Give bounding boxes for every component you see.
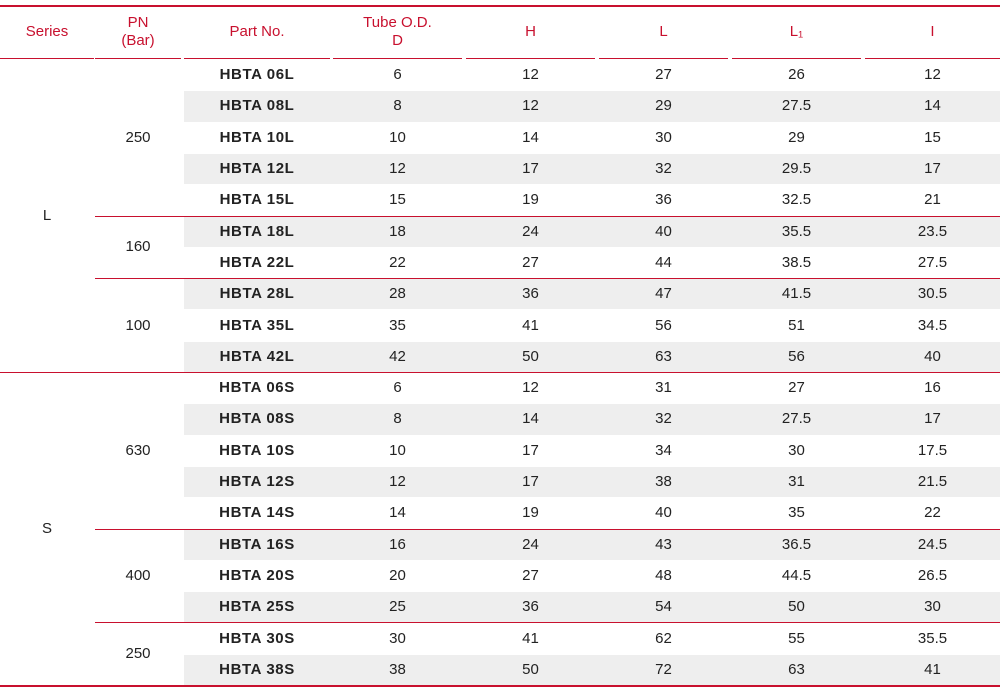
part-number-cell: HBTA 10S [219, 441, 295, 459]
pn-group-divider [95, 278, 1000, 279]
value-cell-h: 14 [522, 128, 539, 146]
value-cell-l: 29 [655, 97, 672, 115]
value-cell-l: 30 [655, 128, 672, 146]
value-cell-i: 23.5 [917, 222, 948, 240]
part-number-cell: HBTA 18L [219, 222, 295, 240]
header-h: H [525, 23, 536, 40]
part-number-cell: HBTA 12L [219, 160, 295, 178]
header-series: Series [25, 23, 69, 40]
value-cell-l: 40 [655, 222, 672, 240]
header-pn: PN (Bar) [121, 14, 155, 49]
value-cell-i: 17 [924, 410, 941, 428]
value-cell-h: 17 [522, 441, 539, 459]
value-cell-l: 47 [655, 285, 672, 303]
value-cell-l1: 27.5 [781, 410, 812, 428]
part-number-cell: HBTA 06L [219, 66, 295, 84]
value-cell-d: 30 [389, 629, 406, 647]
value-cell-d: 14 [389, 504, 406, 522]
header-l1: L₁ [789, 23, 804, 40]
value-cell-l1: 50 [788, 598, 805, 616]
part-number-cell: HBTA 42L [219, 347, 295, 365]
part-number-cell: HBTA 15L [219, 191, 295, 209]
pn-group-label: 250 [125, 645, 151, 663]
pn-group-divider [95, 529, 1000, 530]
value-cell-l: 54 [655, 598, 672, 616]
part-number-cell: HBTA 30S [219, 629, 295, 647]
part-number-cell: HBTA 08L [219, 97, 295, 115]
value-cell-l: 40 [655, 504, 672, 522]
value-cell-i: 40 [924, 347, 941, 365]
value-cell-l1: 55 [788, 629, 805, 647]
value-cell-l: 34 [655, 441, 672, 459]
value-cell-h: 24 [522, 222, 539, 240]
value-cell-i: 30.5 [917, 285, 948, 303]
series-group-label: L [42, 207, 52, 224]
value-cell-i: 22 [924, 504, 941, 522]
part-number-cell: HBTA 10L [219, 128, 295, 146]
value-cell-h: 50 [522, 347, 539, 365]
value-cell-d: 16 [389, 535, 406, 553]
part-number-cell: HBTA 22L [219, 253, 295, 271]
value-cell-l: 36 [655, 191, 672, 209]
value-cell-d: 20 [389, 566, 406, 584]
value-cell-l: 56 [655, 316, 672, 334]
series-group-divider [0, 372, 1000, 373]
value-cell-l: 63 [655, 347, 672, 365]
value-cell-d: 10 [389, 441, 406, 459]
value-cell-h: 14 [522, 410, 539, 428]
value-cell-l1: 38.5 [781, 253, 812, 271]
value-cell-d: 8 [393, 97, 402, 115]
value-cell-i: 15 [924, 128, 941, 146]
part-number-cell: HBTA 38S [219, 660, 295, 678]
part-number-cell: HBTA 14S [219, 504, 295, 522]
value-cell-l1: 29.5 [781, 160, 812, 178]
header-tube-od: Tube O.D. D [363, 14, 432, 49]
part-number-cell: HBTA 25S [219, 598, 295, 616]
value-cell-h: 27 [522, 566, 539, 584]
value-cell-h: 12 [522, 97, 539, 115]
pn-group-label: 400 [125, 566, 151, 584]
value-cell-l: 62 [655, 629, 672, 647]
value-cell-l1: 35 [788, 504, 805, 522]
value-cell-d: 12 [389, 473, 406, 491]
value-cell-h: 50 [522, 660, 539, 678]
value-cell-l: 44 [655, 253, 672, 271]
value-cell-l1: 27.5 [781, 97, 812, 115]
value-cell-i: 21.5 [917, 473, 948, 491]
pn-group-divider [95, 622, 1000, 623]
value-cell-l1: 51 [788, 316, 805, 334]
value-cell-l: 27 [655, 66, 672, 84]
value-cell-h: 19 [522, 504, 539, 522]
value-cell-h: 41 [522, 316, 539, 334]
value-cell-l1: 29 [788, 128, 805, 146]
value-cell-h: 19 [522, 191, 539, 209]
part-number-cell: HBTA 35L [219, 316, 295, 334]
value-cell-l: 72 [655, 660, 672, 678]
value-cell-l1: 44.5 [781, 566, 812, 584]
value-cell-i: 12 [924, 66, 941, 84]
part-number-cell: HBTA 06S [219, 379, 295, 397]
value-cell-l1: 32.5 [781, 191, 812, 209]
value-cell-d: 8 [393, 410, 402, 428]
value-cell-l: 48 [655, 566, 672, 584]
pn-group-label: 100 [125, 316, 151, 334]
value-cell-l: 32 [655, 160, 672, 178]
value-cell-l1: 36.5 [781, 535, 812, 553]
value-cell-d: 6 [393, 379, 402, 397]
header-l: L [659, 23, 668, 40]
value-cell-i: 17.5 [917, 441, 948, 459]
value-cell-i: 26.5 [917, 566, 948, 584]
part-number-cell: HBTA 16S [219, 535, 295, 553]
value-cell-l: 38 [655, 473, 672, 491]
value-cell-d: 6 [393, 66, 402, 84]
value-cell-d: 18 [389, 222, 406, 240]
value-cell-l1: 31 [788, 473, 805, 491]
value-cell-l1: 27 [788, 379, 805, 397]
value-cell-h: 41 [522, 629, 539, 647]
pn-group-label: 250 [125, 128, 151, 146]
value-cell-l: 31 [655, 379, 672, 397]
part-number-cell: HBTA 28L [219, 285, 295, 303]
value-cell-l1: 63 [788, 660, 805, 678]
value-cell-d: 22 [389, 253, 406, 271]
value-cell-l1: 30 [788, 441, 805, 459]
value-cell-d: 12 [389, 160, 406, 178]
value-cell-l1: 35.5 [781, 222, 812, 240]
header-i: I [930, 23, 935, 40]
pn-group-divider [95, 216, 1000, 217]
value-cell-d: 10 [389, 128, 406, 146]
header-part-no: Part No. [229, 23, 285, 40]
value-cell-h: 12 [522, 379, 539, 397]
value-cell-l1: 41.5 [781, 285, 812, 303]
value-cell-d: 15 [389, 191, 406, 209]
value-cell-h: 12 [522, 66, 539, 84]
value-cell-d: 25 [389, 598, 406, 616]
part-number-cell: HBTA 20S [219, 566, 295, 584]
value-cell-i: 30 [924, 598, 941, 616]
pn-group-label: 630 [125, 441, 151, 459]
value-cell-i: 27.5 [917, 253, 948, 271]
value-cell-d: 42 [389, 347, 406, 365]
value-cell-d: 35 [389, 316, 406, 334]
value-cell-h: 24 [522, 535, 539, 553]
value-cell-i: 34.5 [917, 316, 948, 334]
value-cell-h: 27 [522, 253, 539, 271]
value-cell-l: 43 [655, 535, 672, 553]
series-group-label: S [41, 520, 52, 537]
value-cell-l1: 56 [788, 347, 805, 365]
value-cell-d: 38 [389, 660, 406, 678]
part-number-cell: HBTA 08S [219, 410, 295, 428]
value-cell-h: 17 [522, 160, 539, 178]
value-cell-i: 21 [924, 191, 941, 209]
value-cell-i: 41 [924, 660, 941, 678]
pn-group-label: 160 [125, 238, 151, 256]
value-cell-i: 16 [924, 379, 941, 397]
value-cell-h: 36 [522, 598, 539, 616]
value-cell-l: 32 [655, 410, 672, 428]
part-number-cell: HBTA 12S [219, 473, 295, 491]
value-cell-i: 35.5 [917, 629, 948, 647]
value-cell-h: 17 [522, 473, 539, 491]
value-cell-i: 17 [924, 160, 941, 178]
value-cell-i: 14 [924, 97, 941, 115]
value-cell-h: 36 [522, 285, 539, 303]
value-cell-l1: 26 [788, 66, 805, 84]
value-cell-d: 28 [389, 285, 406, 303]
value-cell-i: 24.5 [917, 535, 948, 553]
